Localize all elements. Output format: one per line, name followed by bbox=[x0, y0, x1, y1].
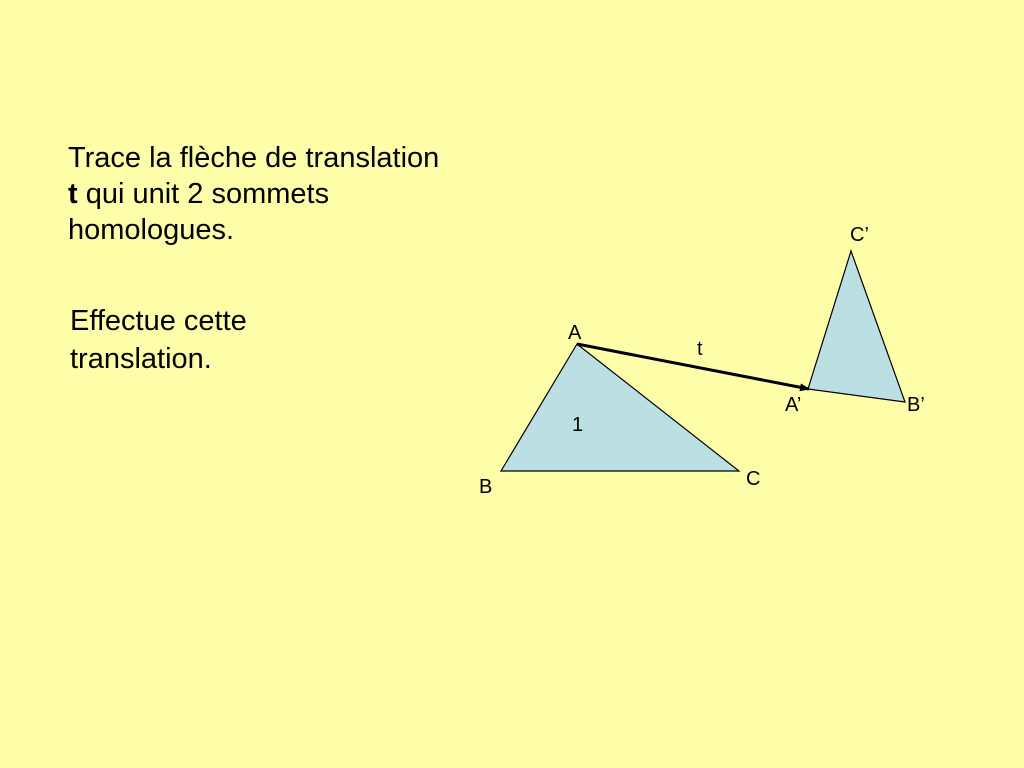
vertex-label-a: A bbox=[568, 322, 582, 344]
instruction-text-part: qui unit 2 sommets homologues. bbox=[68, 178, 330, 246]
instruction-perform-translation: Effectue cette translation. bbox=[70, 305, 247, 375]
instruction-text-part: Trace la flèche de translation bbox=[68, 142, 440, 174]
vector-label-t: t bbox=[697, 338, 703, 360]
translation-symbol: t bbox=[68, 178, 78, 210]
vertex-label-b: B bbox=[479, 476, 493, 498]
vertex-label-c: C bbox=[746, 468, 761, 490]
triangle-image-a-prime-b-prime-c-prime bbox=[808, 251, 905, 402]
vertex-label-c-prime: C’ bbox=[850, 224, 869, 246]
vertex-label-b-prime: B’ bbox=[907, 394, 925, 416]
vertex-label-a-prime: A’ bbox=[785, 394, 802, 416]
triangle-number-label: 1 bbox=[572, 414, 584, 436]
triangle-abc bbox=[501, 344, 739, 471]
